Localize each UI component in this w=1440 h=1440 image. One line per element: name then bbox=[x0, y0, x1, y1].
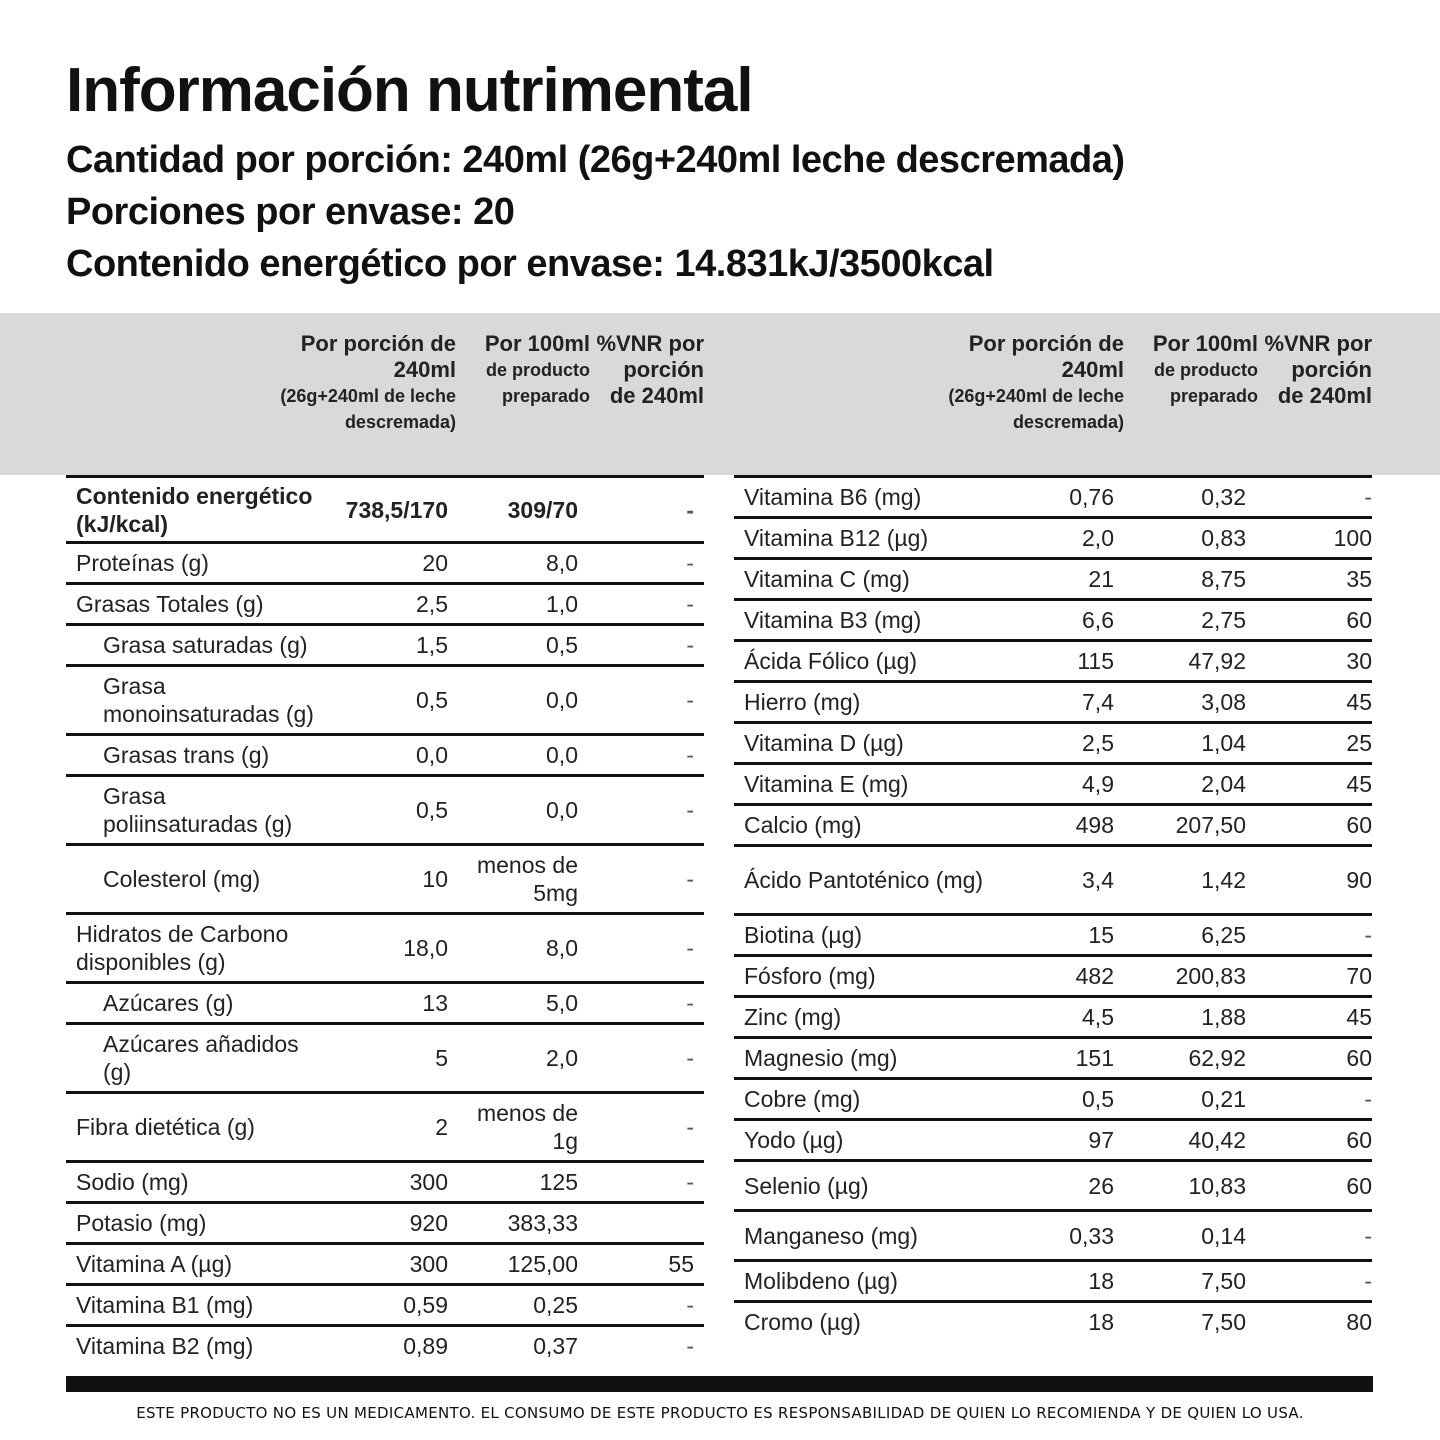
nutrient-name: Calcio (mg) bbox=[744, 812, 862, 838]
value-per-100ml: 10,83 bbox=[1188, 1172, 1246, 1199]
value-per-100ml: 0,5 bbox=[546, 632, 578, 658]
table-row bbox=[734, 1080, 1372, 1121]
value-per-100ml: 8,0 bbox=[546, 550, 578, 576]
table-row bbox=[66, 1327, 704, 1365]
nutrient-name: Vitamina B1 (mg) bbox=[76, 1292, 254, 1318]
value-per-100ml: 62,92 bbox=[1188, 1045, 1246, 1071]
table-row bbox=[66, 1163, 704, 1204]
value-per-100ml: 7,50 bbox=[1201, 1268, 1246, 1294]
nutrient-name: Proteínas (g) bbox=[76, 550, 209, 576]
value-vnr: 70 bbox=[1346, 963, 1372, 989]
energy-per-container-line: Contenido energético por envase: 14.831kJ/3500kcal bbox=[66, 243, 994, 285]
table-row bbox=[66, 777, 704, 846]
header-per-serving: Por porción de 240ml (26g+240ml de leche descremada) bbox=[280, 331, 456, 432]
value-per-serving: 498 bbox=[1075, 812, 1114, 838]
value-vnr: 45 bbox=[1346, 1004, 1372, 1030]
value-per-serving: 21 bbox=[1088, 566, 1114, 592]
nutrient-name: Vitamina B3 (mg) bbox=[744, 607, 922, 633]
table-row bbox=[66, 626, 704, 667]
value-vnr: - bbox=[686, 1169, 694, 1195]
value-vnr: - bbox=[1364, 1222, 1372, 1249]
value-vnr: 60 bbox=[1346, 1045, 1372, 1071]
value-per-serving: 151 bbox=[1075, 1045, 1114, 1071]
table-row bbox=[734, 1262, 1372, 1303]
value-vnr: - bbox=[686, 935, 694, 961]
page-title: Información nutrimental bbox=[66, 56, 753, 125]
value-per-serving: 15 bbox=[1088, 922, 1114, 948]
nutrient-name: Grasa poliinsaturadas (g) bbox=[103, 783, 293, 837]
nutrient-name: Vitamina E (mg) bbox=[744, 771, 909, 797]
value-per-serving: 3,4 bbox=[1082, 867, 1114, 893]
value-vnr: - bbox=[686, 990, 694, 1016]
value-vnr: 60 bbox=[1346, 607, 1372, 633]
value-per-100ml: 2,04 bbox=[1201, 771, 1246, 797]
value-per-serving: 20 bbox=[422, 550, 448, 576]
value-per-serving: 2,5 bbox=[416, 591, 448, 617]
value-per-100ml: 8,0 bbox=[546, 935, 578, 961]
nutrient-name: Vitamina D (µg) bbox=[744, 730, 904, 756]
value-vnr: - bbox=[686, 1114, 694, 1140]
table-row bbox=[734, 916, 1372, 957]
value-per-serving: 13 bbox=[422, 990, 448, 1016]
table-row bbox=[734, 560, 1372, 601]
table-row bbox=[66, 984, 704, 1025]
value-per-serving: 97 bbox=[1088, 1127, 1114, 1153]
nutrient-name: Grasa saturadas (g) bbox=[103, 632, 308, 658]
value-per-serving: 4,9 bbox=[1082, 771, 1114, 797]
value-per-serving: 920 bbox=[409, 1210, 448, 1236]
header-vnr: %VNR por porción de 240ml bbox=[596, 331, 704, 408]
value-per-100ml: 0,0 bbox=[546, 742, 578, 768]
table-row bbox=[734, 683, 1372, 724]
nutrient-name: Hierro (mg) bbox=[744, 689, 861, 715]
table-row bbox=[66, 846, 704, 915]
value-vnr: 60 bbox=[1346, 1172, 1372, 1199]
header-per-serving: Por porción de 240ml (26g+240ml de leche descremada) bbox=[948, 331, 1124, 432]
value-per-serving: 2,5 bbox=[1082, 730, 1114, 756]
value-per-100ml: 2,75 bbox=[1201, 607, 1246, 633]
value-per-serving: 738,5/170 bbox=[345, 496, 448, 523]
table-row bbox=[734, 998, 1372, 1039]
nutrient-name: Cromo (µg) bbox=[744, 1309, 861, 1335]
nutrient-name: Fibra dietética (g) bbox=[76, 1114, 255, 1140]
table-row bbox=[734, 724, 1372, 765]
table-row bbox=[66, 736, 704, 777]
table-row bbox=[734, 957, 1372, 998]
value-vnr: 60 bbox=[1346, 1127, 1372, 1153]
table-row bbox=[734, 601, 1372, 642]
value-per-serving: 300 bbox=[409, 1251, 448, 1277]
value-per-100ml: menos de 1g bbox=[476, 1100, 578, 1154]
nutrient-name: Grasas trans (g) bbox=[103, 742, 270, 768]
nutrition-table-right bbox=[734, 313, 1372, 1341]
nutrient-name: Contenido energético (kJ/kcal) bbox=[76, 482, 313, 537]
table-rows-left bbox=[66, 475, 704, 1365]
disclaimer-footer: ESTE PRODUCTO NO ES UN MEDICAMENTO. EL CONSUMO DE ESTE PRODUCTO ES RESPONSABILIDAD DE QUIEN LO RECOMIENDA Y DE QUIEN LO USA. bbox=[136, 1404, 1304, 1422]
value-per-100ml: 47,92 bbox=[1188, 648, 1246, 674]
value-per-100ml: 0,0 bbox=[546, 797, 578, 823]
value-per-100ml: 0,0 bbox=[546, 687, 578, 713]
value-vnr: 100 bbox=[1333, 525, 1372, 551]
value-vnr: 25 bbox=[1346, 730, 1372, 756]
nutrition-table-left bbox=[66, 313, 704, 1365]
value-per-100ml: 0,25 bbox=[533, 1292, 578, 1318]
value-vnr: 55 bbox=[668, 1251, 694, 1277]
table-row bbox=[734, 1039, 1372, 1080]
value-per-serving: 300 bbox=[409, 1169, 448, 1195]
value-per-serving: 4,5 bbox=[1082, 1004, 1114, 1030]
value-per-serving: 10 bbox=[422, 866, 448, 892]
value-per-serving: 5 bbox=[435, 1045, 448, 1071]
table-row bbox=[734, 806, 1372, 847]
nutrient-name: Hidratos de Carbono disponibles (g) bbox=[76, 921, 289, 975]
value-per-100ml: 0,21 bbox=[1201, 1086, 1246, 1112]
value-vnr: - bbox=[686, 496, 694, 523]
value-per-serving: 0,5 bbox=[416, 687, 448, 713]
table-row bbox=[734, 642, 1372, 683]
value-per-serving: 482 bbox=[1075, 963, 1114, 989]
nutrient-name: Cobre (mg) bbox=[744, 1086, 861, 1112]
value-per-serving: 18 bbox=[1088, 1268, 1114, 1294]
value-vnr: - bbox=[1364, 484, 1372, 510]
value-per-serving: 115 bbox=[1077, 648, 1114, 674]
value-vnr: 90 bbox=[1346, 867, 1372, 893]
value-per-100ml: 40,42 bbox=[1188, 1127, 1246, 1153]
value-per-100ml: 8,75 bbox=[1201, 566, 1246, 592]
table-row bbox=[66, 1094, 704, 1163]
value-vnr: - bbox=[686, 1292, 694, 1318]
value-vnr: - bbox=[686, 742, 694, 768]
value-vnr: - bbox=[686, 1045, 694, 1071]
value-vnr: - bbox=[686, 1333, 694, 1359]
value-per-100ml: 309/70 bbox=[507, 496, 578, 523]
table-row bbox=[66, 915, 704, 984]
value-vnr: 45 bbox=[1346, 771, 1372, 797]
table-row bbox=[734, 478, 1372, 519]
table-row bbox=[734, 765, 1372, 806]
value-per-100ml: 6,25 bbox=[1201, 922, 1246, 948]
value-vnr: - bbox=[686, 550, 694, 576]
nutrient-name: Manganeso (mg) bbox=[744, 1222, 918, 1249]
table-row bbox=[66, 1286, 704, 1327]
table-row bbox=[734, 1162, 1372, 1212]
value-per-100ml: 0,14 bbox=[1201, 1222, 1246, 1249]
nutrient-name: Biotina (µg) bbox=[744, 922, 863, 948]
value-per-100ml: 0,32 bbox=[1201, 484, 1246, 510]
nutrient-name: Yodo (µg) bbox=[744, 1127, 844, 1153]
value-per-100ml: 383,33 bbox=[507, 1210, 578, 1236]
table-row bbox=[734, 1121, 1372, 1162]
nutrient-name: Vitamina A (µg) bbox=[76, 1251, 233, 1277]
value-per-100ml: 1,0 bbox=[546, 591, 578, 617]
value-vnr: - bbox=[1364, 1268, 1372, 1294]
value-vnr: 30 bbox=[1346, 648, 1372, 674]
value-per-100ml: 1,42 bbox=[1201, 867, 1246, 893]
value-per-100ml: 3,08 bbox=[1201, 689, 1246, 715]
table-row bbox=[734, 847, 1372, 916]
nutrient-name: Ácido Pantoténico (mg) bbox=[744, 867, 984, 893]
value-per-serving: 0,89 bbox=[403, 1333, 448, 1359]
value-vnr: - bbox=[686, 797, 694, 823]
value-vnr: - bbox=[686, 687, 694, 713]
nutrient-name: Azúcares añadidos (g) bbox=[103, 1031, 299, 1085]
value-per-serving: 0,5 bbox=[1082, 1086, 1114, 1112]
value-per-serving: 0,33 bbox=[1069, 1222, 1114, 1249]
value-per-100ml: 2,0 bbox=[546, 1045, 578, 1071]
nutrient-name: Molibdeno (µg) bbox=[744, 1268, 898, 1294]
value-per-serving: 2 bbox=[435, 1114, 448, 1140]
value-per-100ml: 200,83 bbox=[1175, 963, 1246, 989]
value-per-100ml: 7,50 bbox=[1201, 1309, 1246, 1335]
value-per-serving: 0,76 bbox=[1069, 484, 1114, 510]
nutrient-name: Fósforo (mg) bbox=[744, 963, 876, 989]
nutrient-name: Vitamina B6 (mg) bbox=[744, 484, 922, 510]
value-per-100ml: 207,50 bbox=[1175, 812, 1246, 838]
value-per-100ml: 1,88 bbox=[1201, 1004, 1246, 1030]
table-row bbox=[66, 667, 704, 736]
value-per-serving: 2,0 bbox=[1082, 525, 1114, 551]
value-per-serving: 6,6 bbox=[1082, 607, 1114, 633]
value-vnr: 60 bbox=[1346, 812, 1372, 838]
value-vnr: - bbox=[686, 591, 694, 617]
table-row bbox=[66, 544, 704, 585]
table-row bbox=[734, 519, 1372, 560]
header-vnr: %VNR por porción de 240ml bbox=[1264, 331, 1372, 408]
nutrient-name: Sodio (mg) bbox=[76, 1169, 189, 1195]
header-per-100ml: Por 100ml de producto preparado bbox=[484, 331, 590, 406]
value-per-100ml: 125,00 bbox=[507, 1251, 578, 1277]
nutrient-name: Magnesio (mg) bbox=[744, 1045, 898, 1071]
column-headers-right bbox=[734, 313, 1372, 475]
value-per-100ml: 5,0 bbox=[546, 990, 578, 1016]
table-rows-right bbox=[734, 475, 1372, 1341]
nutrient-name: Colesterol (mg) bbox=[103, 866, 261, 892]
value-per-serving: 18,0 bbox=[403, 935, 448, 961]
servings-per-container-line: Porciones por envase: 20 bbox=[66, 191, 515, 233]
table-row bbox=[66, 1025, 704, 1094]
value-per-serving: 0,59 bbox=[403, 1292, 448, 1318]
nutrient-name: Grasas Totales (g) bbox=[76, 591, 264, 617]
nutrient-name: Ácida Fólico (µg) bbox=[744, 648, 918, 674]
value-per-100ml: 0,37 bbox=[533, 1333, 578, 1359]
header-per-100ml: Por 100ml de producto preparado bbox=[1152, 331, 1258, 406]
table-row bbox=[734, 1303, 1372, 1341]
value-per-serving: 1,5 bbox=[416, 632, 448, 658]
table-row bbox=[66, 478, 704, 544]
nutrient-name: Vitamina B12 (µg) bbox=[744, 525, 929, 551]
value-per-serving: 26 bbox=[1088, 1172, 1114, 1199]
nutrient-name: Potasio (mg) bbox=[76, 1210, 207, 1236]
value-per-serving: 0,5 bbox=[416, 797, 448, 823]
value-per-serving: 0,0 bbox=[416, 742, 448, 768]
value-vnr: 35 bbox=[1346, 566, 1372, 592]
nutrient-name: Azúcares (g) bbox=[103, 990, 234, 1016]
value-vnr: - bbox=[1364, 922, 1372, 948]
value-per-100ml: 0,83 bbox=[1201, 525, 1246, 551]
value-per-serving: 18 bbox=[1088, 1309, 1114, 1335]
table-row bbox=[734, 1212, 1372, 1262]
value-vnr: 45 bbox=[1346, 689, 1372, 715]
value-vnr: - bbox=[686, 632, 694, 658]
table-row bbox=[66, 585, 704, 626]
nutrition-header bbox=[66, 56, 1406, 290]
value-per-100ml: 125 bbox=[539, 1169, 578, 1195]
value-per-100ml: 1,04 bbox=[1201, 730, 1246, 756]
nutrient-name: Vitamina C (mg) bbox=[744, 566, 910, 592]
table-row bbox=[66, 1204, 704, 1245]
value-per-serving: 7,4 bbox=[1082, 689, 1114, 715]
value-vnr: - bbox=[1364, 1086, 1372, 1112]
value-vnr: 80 bbox=[1346, 1309, 1372, 1335]
value-vnr: - bbox=[686, 866, 694, 892]
bottom-rule bbox=[66, 1376, 1373, 1392]
column-headers-left bbox=[66, 313, 704, 475]
nutrient-name: Grasa monoinsaturadas (g) bbox=[103, 673, 314, 727]
serving-size-line: Cantidad por porción: 240ml (26g+240ml leche descremada) bbox=[66, 139, 1125, 181]
nutrient-name: Selenio (µg) bbox=[744, 1172, 869, 1199]
table-row bbox=[66, 1245, 704, 1286]
nutrient-name: Zinc (mg) bbox=[744, 1004, 842, 1030]
nutrient-name: Vitamina B2 (mg) bbox=[76, 1333, 254, 1359]
value-per-100ml: menos de 5mg bbox=[476, 852, 578, 906]
